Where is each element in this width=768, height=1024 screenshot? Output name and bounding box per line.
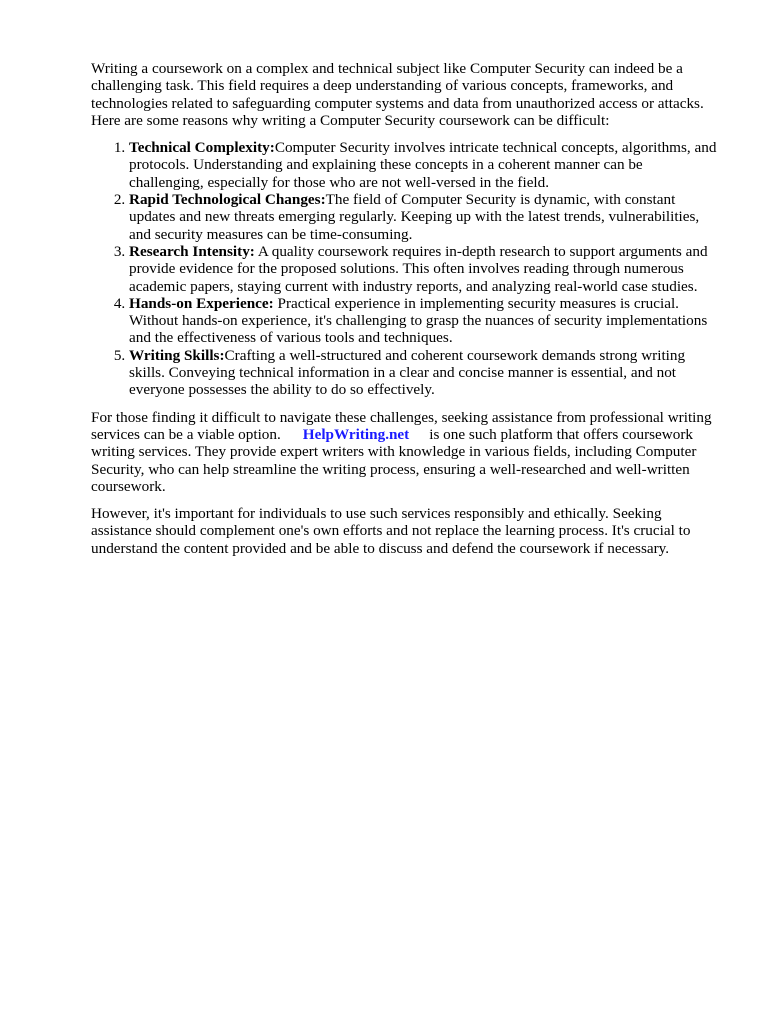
- help-paragraph: [91, 409, 721, 495]
- reason-term: Rapid Technological Changes:: [129, 191, 326, 209]
- list-item: [129, 191, 721, 243]
- intro-paragraph: Writing a coursework on a complex and technical subject like Computer Security can indeed be a challenging task. This field requires a deep understanding of various concepts, frameworks, and technologies related to safeguarding computer systems and data from unauthorized access or attacks. Here are some reasons why writing a Computer Security coursework can be difficult:: [91, 60, 704, 129]
- reason-term: Research Intensity:: [129, 242, 255, 260]
- reason-text: Computer Security involves intricate technical concepts, algorithms, and protocols. Understanding and explaining these concepts in a coherent manner can be challenging, especially for those who are not well-versed in the field.: [129, 139, 717, 191]
- list-item: [129, 243, 721, 295]
- reason-text: Practical experience in implementing security measures is crucial. Without hands-on experience, it's challenging to grasp the nuances of security implementations and the effectiveness of various tools and techniques.: [129, 294, 708, 347]
- reason-text: Crafting a well-structured and coherent coursework demands strong writing skills. Conveying technical information in a clear and concise manner is essential, and not everyone possesses the ability to do so effectively.: [129, 346, 686, 399]
- reasons-list: [91, 139, 721, 398]
- reason-term: Technical Complexity:: [129, 139, 275, 157]
- reason-text: The field of Computer Security is dynamic, with constant updates and new threats emerging regularly. Keeping up with the latest trends, vulnerabilities, and security measures can be time-consuming.: [129, 191, 700, 243]
- list-item: [129, 295, 721, 347]
- document-page: [91, 60, 721, 567]
- closing-paragraph: However, it's important for individuals to use such services responsibly and ethically. Seeking assistance should complement one's own efforts and not replace the learning process. It's crucial to understand the content provided and be able to discuss and defend the coursework if necessary.: [91, 505, 691, 557]
- reason-term: Writing Skills:: [129, 346, 225, 364]
- list-item: [129, 139, 721, 191]
- help-paragraph-after: is one such platform that offers coursework writing services. They provide expert writers with knowledge in various fields, including Computer Security, who can help streamline the writing process, ensuring a well-researched and well-written coursework.: [91, 425, 697, 495]
- help-paragraph-before: For those finding it difficult to navigate these challenges, seeking assistance from professional writing services can be a viable option.: [91, 408, 712, 443]
- reason-term: Hands-on Experience:: [129, 294, 274, 312]
- helpwriting-link[interactable]: HelpWriting.net: [302, 425, 410, 443]
- list-item: [129, 347, 721, 399]
- reason-text: A quality coursework requires in-depth research to support arguments and provide evidence for the proposed solutions. This often involves reading through numerous academic papers, staying current with industry reports, and analyzing real-world case studies.: [129, 242, 708, 295]
